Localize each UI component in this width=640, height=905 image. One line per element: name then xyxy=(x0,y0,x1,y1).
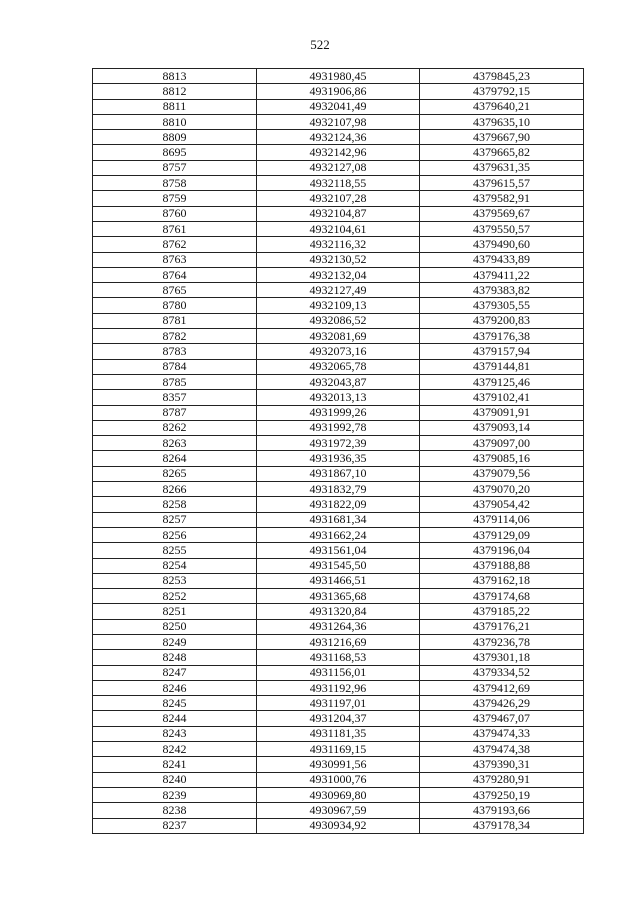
x-coordinate-cell: 4931980,45 xyxy=(257,69,420,84)
x-coordinate-cell: 4931832,79 xyxy=(257,482,420,497)
table-row xyxy=(93,757,584,772)
y-coordinate-cell: 4379125,46 xyxy=(420,374,584,389)
table-row xyxy=(93,114,584,129)
point-number-cell: 8249 xyxy=(93,634,257,649)
y-coordinate-cell: 4379200,83 xyxy=(420,313,584,328)
point-number-cell: 8785 xyxy=(93,374,257,389)
x-coordinate-cell: 4931204,37 xyxy=(257,711,420,726)
y-coordinate-cell: 4379665,82 xyxy=(420,145,584,160)
point-number-cell: 8248 xyxy=(93,650,257,665)
y-coordinate-cell: 4379640,21 xyxy=(420,99,584,114)
y-coordinate-cell: 4379845,23 xyxy=(420,69,584,84)
x-coordinate-cell: 4931168,53 xyxy=(257,650,420,665)
table-row xyxy=(93,497,584,512)
point-number-cell: 8759 xyxy=(93,191,257,206)
point-number-cell: 8262 xyxy=(93,420,257,435)
table-row xyxy=(93,543,584,558)
point-number-cell: 8263 xyxy=(93,436,257,451)
point-number-cell: 8758 xyxy=(93,176,257,191)
table-row xyxy=(93,742,584,757)
point-number-cell: 8264 xyxy=(93,451,257,466)
x-coordinate-cell: 4932127,49 xyxy=(257,283,420,298)
table-row xyxy=(93,604,584,619)
point-number-cell: 8237 xyxy=(93,818,257,833)
table-row xyxy=(93,451,584,466)
x-coordinate-cell: 4931216,69 xyxy=(257,634,420,649)
x-coordinate-cell: 4932127,08 xyxy=(257,160,420,175)
table-row xyxy=(93,191,584,206)
point-number-cell: 8257 xyxy=(93,512,257,527)
table-row xyxy=(93,252,584,267)
table-row xyxy=(93,344,584,359)
x-coordinate-cell: 4932086,52 xyxy=(257,313,420,328)
point-number-cell: 8784 xyxy=(93,359,257,374)
y-coordinate-cell: 4379093,14 xyxy=(420,420,584,435)
y-coordinate-cell: 4379054,42 xyxy=(420,497,584,512)
y-coordinate-cell: 4379236,78 xyxy=(420,634,584,649)
x-coordinate-cell: 4932142,96 xyxy=(257,145,420,160)
y-coordinate-cell: 4379474,33 xyxy=(420,726,584,741)
y-coordinate-cell: 4379569,67 xyxy=(420,206,584,221)
table-row xyxy=(93,313,584,328)
table-row xyxy=(93,527,584,542)
x-coordinate-cell: 4931264,36 xyxy=(257,619,420,634)
y-coordinate-cell: 4379178,34 xyxy=(420,818,584,833)
y-coordinate-cell: 4379383,82 xyxy=(420,283,584,298)
table-row xyxy=(93,221,584,236)
y-coordinate-cell: 4379079,56 xyxy=(420,466,584,481)
point-number-cell: 8241 xyxy=(93,757,257,772)
table-row xyxy=(93,160,584,175)
x-coordinate-cell: 4931192,96 xyxy=(257,680,420,695)
point-number-cell: 8783 xyxy=(93,344,257,359)
point-number-cell: 8240 xyxy=(93,772,257,787)
y-coordinate-cell: 4379615,57 xyxy=(420,176,584,191)
x-coordinate-cell: 4931169,15 xyxy=(257,742,420,757)
table-row xyxy=(93,99,584,114)
point-number-cell: 8243 xyxy=(93,726,257,741)
table-row xyxy=(93,466,584,481)
y-coordinate-cell: 4379144,81 xyxy=(420,359,584,374)
y-coordinate-cell: 4379129,09 xyxy=(420,527,584,542)
table-row xyxy=(93,130,584,145)
point-number-cell: 8809 xyxy=(93,130,257,145)
x-coordinate-cell: 4931561,04 xyxy=(257,543,420,558)
x-coordinate-cell: 4932107,28 xyxy=(257,191,420,206)
y-coordinate-cell: 4379390,31 xyxy=(420,757,584,772)
y-coordinate-cell: 4379550,57 xyxy=(420,221,584,236)
y-coordinate-cell: 4379635,10 xyxy=(420,114,584,129)
y-coordinate-cell: 4379631,35 xyxy=(420,160,584,175)
x-coordinate-cell: 4931466,51 xyxy=(257,573,420,588)
x-coordinate-cell: 4931545,50 xyxy=(257,558,420,573)
y-coordinate-cell: 4379176,38 xyxy=(420,329,584,344)
y-coordinate-cell: 4379196,04 xyxy=(420,543,584,558)
table-row xyxy=(93,206,584,221)
point-number-cell: 8250 xyxy=(93,619,257,634)
point-number-cell: 8813 xyxy=(93,69,257,84)
x-coordinate-cell: 4931999,26 xyxy=(257,405,420,420)
point-number-cell: 8810 xyxy=(93,114,257,129)
table-row xyxy=(93,634,584,649)
x-coordinate-cell: 4930934,92 xyxy=(257,818,420,833)
y-coordinate-cell: 4379433,89 xyxy=(420,252,584,267)
y-coordinate-cell: 4379250,19 xyxy=(420,787,584,802)
y-coordinate-cell: 4379411,22 xyxy=(420,267,584,282)
y-coordinate-cell: 4379102,41 xyxy=(420,390,584,405)
point-number-cell: 8782 xyxy=(93,329,257,344)
table-row xyxy=(93,818,584,833)
x-coordinate-cell: 4932013,13 xyxy=(257,390,420,405)
point-number-cell: 8266 xyxy=(93,482,257,497)
point-number-cell: 8238 xyxy=(93,803,257,818)
table-row xyxy=(93,436,584,451)
table-row xyxy=(93,329,584,344)
table-row xyxy=(93,680,584,695)
x-coordinate-cell: 4930969,80 xyxy=(257,787,420,802)
x-coordinate-cell: 4932130,52 xyxy=(257,252,420,267)
y-coordinate-cell: 4379474,38 xyxy=(420,742,584,757)
x-coordinate-cell: 4930991,56 xyxy=(257,757,420,772)
point-number-cell: 8244 xyxy=(93,711,257,726)
table-row xyxy=(93,650,584,665)
coordinates-table xyxy=(92,68,584,834)
x-coordinate-cell: 4932081,69 xyxy=(257,329,420,344)
table-row xyxy=(93,787,584,802)
x-coordinate-cell: 4931936,35 xyxy=(257,451,420,466)
y-coordinate-cell: 4379412,69 xyxy=(420,680,584,695)
y-coordinate-cell: 4379334,52 xyxy=(420,665,584,680)
y-coordinate-cell: 4379301,18 xyxy=(420,650,584,665)
x-coordinate-cell: 4932065,78 xyxy=(257,359,420,374)
y-coordinate-cell: 4379157,94 xyxy=(420,344,584,359)
table-row xyxy=(93,482,584,497)
table-row xyxy=(93,283,584,298)
point-number-cell: 8256 xyxy=(93,527,257,542)
point-number-cell: 8258 xyxy=(93,497,257,512)
y-coordinate-cell: 4379091,91 xyxy=(420,405,584,420)
x-coordinate-cell: 4932118,55 xyxy=(257,176,420,191)
table-row xyxy=(93,619,584,634)
x-coordinate-cell: 4932116,32 xyxy=(257,237,420,252)
x-coordinate-cell: 4931197,01 xyxy=(257,696,420,711)
table-row xyxy=(93,267,584,282)
x-coordinate-cell: 4931681,34 xyxy=(257,512,420,527)
table-row xyxy=(93,665,584,680)
x-coordinate-cell: 4932107,98 xyxy=(257,114,420,129)
x-coordinate-cell: 4931320,84 xyxy=(257,604,420,619)
table-row xyxy=(93,696,584,711)
table-row xyxy=(93,726,584,741)
table-row xyxy=(93,374,584,389)
coordinates-table-body xyxy=(93,69,584,834)
y-coordinate-cell: 4379305,55 xyxy=(420,298,584,313)
point-number-cell: 8265 xyxy=(93,466,257,481)
y-coordinate-cell: 4379193,66 xyxy=(420,803,584,818)
table-row xyxy=(93,176,584,191)
x-coordinate-cell: 4931156,01 xyxy=(257,665,420,680)
point-number-cell: 8247 xyxy=(93,665,257,680)
y-coordinate-cell: 4379070,20 xyxy=(420,482,584,497)
x-coordinate-cell: 4932132,04 xyxy=(257,267,420,282)
page-number: 522 xyxy=(310,37,330,52)
x-coordinate-cell: 4931365,68 xyxy=(257,589,420,604)
table-row xyxy=(93,390,584,405)
point-number-cell: 8357 xyxy=(93,390,257,405)
table-row xyxy=(93,512,584,527)
x-coordinate-cell: 4932041,49 xyxy=(257,99,420,114)
point-number-cell: 8245 xyxy=(93,696,257,711)
table-row xyxy=(93,803,584,818)
point-number-cell: 8761 xyxy=(93,221,257,236)
x-coordinate-cell: 4930967,59 xyxy=(257,803,420,818)
x-coordinate-cell: 4931906,86 xyxy=(257,84,420,99)
y-coordinate-cell: 4379085,16 xyxy=(420,451,584,466)
table-row xyxy=(93,84,584,99)
x-coordinate-cell: 4931822,09 xyxy=(257,497,420,512)
point-number-cell: 8757 xyxy=(93,160,257,175)
table-row xyxy=(93,145,584,160)
point-number-cell: 8255 xyxy=(93,543,257,558)
point-number-cell: 8765 xyxy=(93,283,257,298)
y-coordinate-cell: 4379582,91 xyxy=(420,191,584,206)
point-number-cell: 8695 xyxy=(93,145,257,160)
table-row xyxy=(93,405,584,420)
x-coordinate-cell: 4932073,16 xyxy=(257,344,420,359)
y-coordinate-cell: 4379097,00 xyxy=(420,436,584,451)
point-number-cell: 8763 xyxy=(93,252,257,267)
x-coordinate-cell: 4931000,76 xyxy=(257,772,420,787)
y-coordinate-cell: 4379280,91 xyxy=(420,772,584,787)
y-coordinate-cell: 4379185,22 xyxy=(420,604,584,619)
table-row xyxy=(93,558,584,573)
x-coordinate-cell: 4932043,87 xyxy=(257,374,420,389)
point-number-cell: 8242 xyxy=(93,742,257,757)
point-number-cell: 8762 xyxy=(93,237,257,252)
point-number-cell: 8760 xyxy=(93,206,257,221)
point-number-cell: 8246 xyxy=(93,680,257,695)
y-coordinate-cell: 4379114,06 xyxy=(420,512,584,527)
table-row xyxy=(93,237,584,252)
x-coordinate-cell: 4932109,13 xyxy=(257,298,420,313)
point-number-cell: 8811 xyxy=(93,99,257,114)
y-coordinate-cell: 4379667,90 xyxy=(420,130,584,145)
table-row xyxy=(93,298,584,313)
x-coordinate-cell: 4932104,87 xyxy=(257,206,420,221)
table-row xyxy=(93,69,584,84)
y-coordinate-cell: 4379188,88 xyxy=(420,558,584,573)
table-row xyxy=(93,420,584,435)
table-row xyxy=(93,772,584,787)
point-number-cell: 8781 xyxy=(93,313,257,328)
point-number-cell: 8780 xyxy=(93,298,257,313)
point-number-cell: 8764 xyxy=(93,267,257,282)
table-row xyxy=(93,359,584,374)
x-coordinate-cell: 4931992,78 xyxy=(257,420,420,435)
table-row xyxy=(93,589,584,604)
x-coordinate-cell: 4932104,61 xyxy=(257,221,420,236)
x-coordinate-cell: 4931867,10 xyxy=(257,466,420,481)
x-coordinate-cell: 4931181,35 xyxy=(257,726,420,741)
x-coordinate-cell: 4931972,39 xyxy=(257,436,420,451)
y-coordinate-cell: 4379467,07 xyxy=(420,711,584,726)
table-row xyxy=(93,711,584,726)
y-coordinate-cell: 4379174,68 xyxy=(420,589,584,604)
table-row xyxy=(93,573,584,588)
x-coordinate-cell: 4932124,36 xyxy=(257,130,420,145)
point-number-cell: 8812 xyxy=(93,84,257,99)
y-coordinate-cell: 4379162,18 xyxy=(420,573,584,588)
x-coordinate-cell: 4931662,24 xyxy=(257,527,420,542)
y-coordinate-cell: 4379176,21 xyxy=(420,619,584,634)
point-number-cell: 8254 xyxy=(93,558,257,573)
point-number-cell: 8787 xyxy=(93,405,257,420)
point-number-cell: 8251 xyxy=(93,604,257,619)
y-coordinate-cell: 4379490,60 xyxy=(420,237,584,252)
point-number-cell: 8252 xyxy=(93,589,257,604)
point-number-cell: 8239 xyxy=(93,787,257,802)
y-coordinate-cell: 4379792,15 xyxy=(420,84,584,99)
y-coordinate-cell: 4379426,29 xyxy=(420,696,584,711)
point-number-cell: 8253 xyxy=(93,573,257,588)
